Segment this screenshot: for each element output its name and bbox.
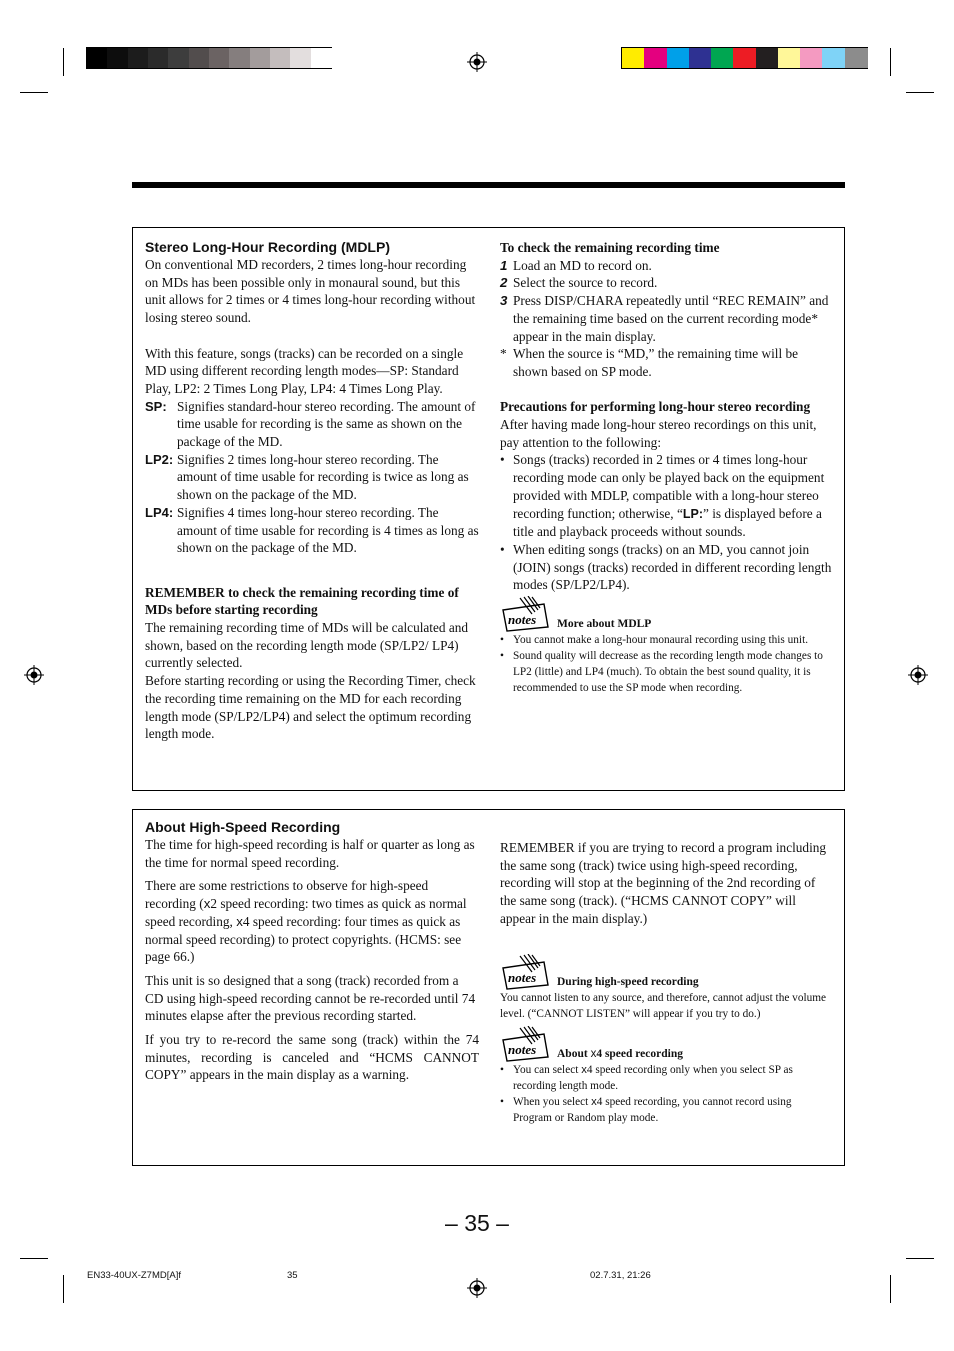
bullet: • — [500, 1095, 504, 1108]
text-run: 4 speed recording: four times as quick as normal speed recording) to protect copyrights. (HCMS: see page 66.) — [145, 913, 462, 965]
registration-mark-icon — [24, 665, 44, 685]
list-item — [500, 451, 833, 541]
paragraph: If you try to re-record the same song (track) within the 74 minutes, recording is canceled and “HCMS CANNOT COPY” appears in the main display as a warning. — [145, 1032, 479, 1083]
paragraph: This unit is so designed that a song (track) recorded from a CD using high-speed recording cannot be re-recorded until 74 minutes elapse after the previous recording started. — [145, 972, 476, 1024]
footnote-text: When the source is “MD,” the remaining time will be shown based on SP mode. — [513, 346, 799, 379]
step-number: 1 — [500, 257, 508, 273]
crop-mark — [906, 1258, 934, 1259]
paragraph: Before starting recording or using the Recording Timer, check the recording time remaining on the MD for each recording length mode (SP/LP2/LP4) and select the optimum recording length mode. — [145, 673, 476, 742]
list-item — [500, 1062, 833, 1094]
step-text: Select the source to record. — [513, 275, 658, 291]
color-swatch — [168, 48, 189, 68]
crop-mark — [890, 48, 891, 76]
bullet: • — [500, 452, 505, 468]
check-heading: To check the remaining recording time — [500, 240, 720, 255]
precautions-heading: Precautions for performing long-hour stereo recording — [500, 399, 811, 415]
notes-title: More about MDLP — [557, 618, 652, 631]
color-swatch — [209, 48, 230, 68]
list-text: ” is displayed before a title and playback proceeds without sounds. — [513, 505, 822, 540]
color-swatch — [622, 48, 645, 68]
step-text: Load an MD to record on. — [513, 257, 652, 273]
registration-mark-icon — [467, 52, 487, 72]
times-symbol: x — [236, 913, 243, 929]
list-item — [500, 541, 833, 594]
notes-header — [500, 596, 833, 632]
mode-text: Signifies 4 times long-hour stereo recording. The amount of time usable for recording is 4 times as long as shown on the package of the MD. — [177, 504, 479, 556]
high-speed-right-column — [500, 839, 833, 1126]
step-text: Press DISP/CHARA repeatedly until “REC REMAIN” and the remaining time based on the current recording mode* appear in the main display. — [513, 293, 829, 344]
color-swatch — [250, 48, 271, 68]
notes-title: During high-speed recording — [557, 975, 699, 988]
bullet: • — [500, 634, 504, 647]
crop-mark — [63, 48, 64, 76]
paragraph: With this feature, songs (tracks) can be recorded on a single MD using different recording length modes—SP: Standard Play, LP2: 2 Times Long Play, LP4: 4 Times Long Play. — [145, 345, 464, 396]
crop-mark — [890, 1275, 891, 1303]
color-swatch — [290, 48, 311, 68]
color-swatch — [270, 48, 291, 68]
color-swatch — [667, 48, 690, 68]
paragraph — [145, 877, 479, 966]
footnote-mark: * — [500, 346, 507, 362]
color-swatch — [756, 48, 779, 68]
text-run: When you select — [513, 1095, 592, 1108]
color-swatch — [229, 48, 250, 68]
mdlp-left-column — [145, 238, 480, 743]
step — [500, 257, 833, 275]
mode-text: Signifies standard-hour stereo recording. The amount of time usable for recording is the same as shown on the package of the MD. — [177, 398, 476, 450]
mode-term: SP: — [145, 398, 167, 414]
color-swatch — [189, 48, 210, 68]
header-rule — [132, 182, 845, 188]
crop-mark — [63, 1275, 64, 1303]
text-run: You can select — [513, 1063, 582, 1076]
note-text: You cannot listen to any source, and therefore, cannot adjust the volume level. (“CANNOT LISTEN” will appear if you try to do.) — [500, 991, 827, 1020]
text-run: 4 speed recording, you cannot record using Program or Random play mode. — [513, 1095, 792, 1124]
footer-filename: EN33-40UX-Z7MD[A]f — [87, 1270, 181, 1281]
bullet: • — [500, 541, 505, 557]
mode-definition — [145, 398, 480, 451]
notes-header — [500, 1026, 833, 1062]
notes-title — [557, 1047, 683, 1062]
section-heading: About High-Speed Recording — [145, 819, 341, 835]
color-swatch — [107, 48, 128, 68]
bullet: • — [500, 650, 504, 663]
color-swatch — [845, 48, 868, 68]
note-text: You cannot make a long-hour monaural recording using this unit. — [513, 634, 809, 647]
note-text: Sound quality will decrease as the recording length mode changes to LP2 (little) and LP4 (much). To obtain the best sound quality, it is recommended to use the SP mode when recording. — [513, 650, 823, 695]
color-bar — [621, 47, 868, 69]
color-swatch — [128, 48, 149, 68]
registration-mark-icon — [908, 665, 928, 685]
color-swatch — [148, 48, 169, 68]
footer-page: 35 — [287, 1270, 298, 1281]
footnote — [500, 345, 833, 380]
notes-list — [500, 632, 833, 696]
text-run: 4 speed recording — [596, 1047, 683, 1060]
color-swatch — [822, 48, 845, 68]
paragraph: After having made long-hour stereo recordings on this unit, pay attention to the following: — [500, 417, 817, 450]
notes-pencil-icon — [500, 596, 552, 632]
paragraph: The time for high-speed recording is half or quarter as long as the time for normal speed recording. — [145, 837, 475, 870]
notes-pencil-icon — [500, 1026, 552, 1062]
list-item — [500, 1094, 833, 1126]
color-swatch — [311, 48, 332, 68]
times-symbol: x — [591, 1095, 597, 1108]
lp-indicator: LP: — [682, 506, 703, 521]
list-text: When editing songs (tracks) on an MD, you cannot join (JOIN) songs (tracks) recorded in different recording length modes (SP/LP2/LP4). — [513, 541, 832, 593]
paragraph: On conventional MD recorders, 2 times long-hour recording on MDs has been possible only in monaural sound, but this unit allows for 2 times or 4 times long-hour recording without losing stereo sound. — [145, 257, 476, 326]
color-swatch — [711, 48, 734, 68]
mdlp-right-column — [500, 239, 833, 696]
text-run: 2 speed recording: two times as quick as normal speed recording, — [145, 896, 467, 929]
list-item — [500, 648, 833, 696]
grayscale-bar — [86, 47, 332, 69]
step-number: 3 — [500, 293, 508, 309]
times-symbol: x — [203, 896, 211, 912]
footer-date: 02.7.31, 21:26 — [590, 1270, 651, 1281]
paragraph: REMEMBER if you are trying to record a program including the same song (track) twice using high-speed recording, recording will stop at the beginning of the 2nd recording of the same song (track). (“HCMS CANNOT COPY” will appear in the main display.) — [500, 840, 827, 926]
notes-label: notes — [508, 969, 537, 985]
color-swatch — [689, 48, 712, 68]
crop-mark — [20, 1258, 48, 1259]
step-number: 2 — [500, 275, 508, 291]
mode-definition — [145, 451, 480, 504]
step — [500, 292, 833, 345]
color-swatch — [800, 48, 823, 68]
precautions-list — [500, 451, 833, 594]
times-symbol: x — [590, 1047, 597, 1060]
times-symbol: x — [581, 1063, 587, 1076]
color-swatch — [778, 48, 801, 68]
section-heading: Stereo Long-Hour Recording (MDLP) — [145, 239, 390, 255]
color-swatch — [644, 48, 667, 68]
notes-list — [500, 1062, 833, 1126]
notes-header — [500, 954, 833, 990]
mode-text: Signifies 2 times long-hour stereo recording. The amount of time usable for recording is twice as long as shown on the package of the MD. — [177, 451, 469, 503]
notes-pencil-icon — [500, 954, 552, 990]
high-speed-left-column — [145, 818, 479, 1084]
crop-mark — [906, 92, 934, 93]
text-run: About — [557, 1047, 591, 1060]
color-swatch — [733, 48, 756, 68]
page-number: – 35 – — [445, 1210, 509, 1236]
registration-mark-icon — [467, 1278, 487, 1298]
remember-heading: REMEMBER to check the remaining recording time of MDs before starting recording — [145, 584, 459, 618]
text-run: There are some restrictions to observe for high-speed recording ( — [145, 878, 429, 912]
mode-term: LP2: — [145, 451, 174, 467]
list-item — [500, 632, 833, 648]
crop-mark — [20, 92, 48, 93]
mode-definition — [145, 504, 480, 557]
mode-term: LP4: — [145, 504, 174, 520]
text-run: 4 speed recording only when you select SP as recording length mode. — [513, 1063, 793, 1092]
list-text: Songs (tracks) recorded in 2 times or 4 times long-hour recording mode can only be played back on the equipment provided with MDLP, compatible with a long-hour stereo recording function; otherwise, “ — [513, 452, 825, 521]
color-swatch — [87, 48, 108, 68]
notes-label: notes — [508, 1041, 537, 1057]
notes-label: notes — [508, 612, 537, 628]
bullet: • — [500, 1063, 504, 1076]
paragraph: The remaining recording time of MDs will be calculated and shown, based on the recording length mode (SP/LP2/ LP4) currently selected. — [145, 620, 469, 671]
step — [500, 274, 833, 292]
